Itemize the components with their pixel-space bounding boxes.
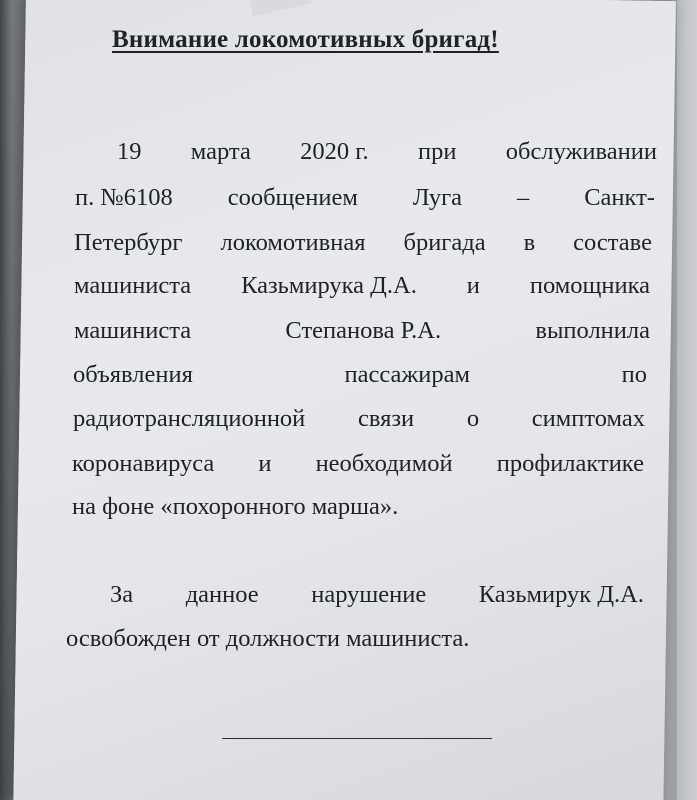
word: Луга [412, 184, 463, 211]
word: и [258, 450, 272, 477]
word: связи [357, 405, 415, 432]
word: 19 [117, 138, 142, 165]
paragraph1-line9: на фоне «похоронного марша». [72, 493, 399, 520]
word: Казьмирук Д.А. [478, 581, 644, 608]
word: обслуживании [505, 138, 657, 165]
paragraph1-line1 [117, 137, 657, 167]
word: марта [190, 138, 251, 165]
word: нарушение [311, 581, 427, 608]
word: о [466, 405, 480, 432]
word: Санкт- [584, 184, 655, 211]
word: 2020 г. [300, 138, 369, 165]
word: пассажирам [344, 361, 471, 388]
word: необходимой [315, 450, 453, 477]
paragraph1-line7 [73, 404, 645, 434]
word: радиотрансляционной [73, 405, 306, 432]
word: Казьмирука Д.А. [241, 272, 417, 299]
word: коронавируса [72, 450, 215, 477]
word: данное [185, 581, 259, 608]
word: выполнила [535, 317, 650, 344]
word: Степанова Р.А. [285, 317, 442, 344]
paragraph2-line2: освобожден от должности машиниста. [66, 625, 470, 652]
word: по [621, 361, 647, 388]
word: составе [573, 229, 652, 256]
word: и [466, 272, 480, 299]
paragraph1-line6 [73, 360, 647, 390]
signature-line [222, 738, 492, 739]
word: объявления [73, 361, 193, 388]
paragraph1-line5 [74, 316, 650, 346]
word: при [417, 138, 457, 165]
paragraph1-line8 [72, 449, 644, 479]
word: помощника [529, 272, 650, 299]
paragraph1-line3 [74, 228, 652, 258]
notice-title: Внимание локомотивных бригад! [112, 26, 499, 53]
paragraph2-line1 [110, 580, 644, 610]
paragraph1-line4 [74, 271, 650, 301]
word: машиниста [74, 317, 192, 344]
word: п. №6108 [75, 184, 173, 211]
word: симптомах [531, 405, 645, 432]
word: профилактике [496, 450, 644, 477]
word: Петербург [74, 229, 183, 256]
word: локомотивная [220, 229, 366, 256]
word: машиниста [74, 272, 192, 299]
word: сообщением [227, 184, 358, 211]
word: бригада [403, 229, 486, 256]
paragraph1-line2 [75, 183, 655, 213]
word: в [523, 229, 536, 256]
word: За [110, 581, 134, 608]
word: – [516, 184, 530, 211]
